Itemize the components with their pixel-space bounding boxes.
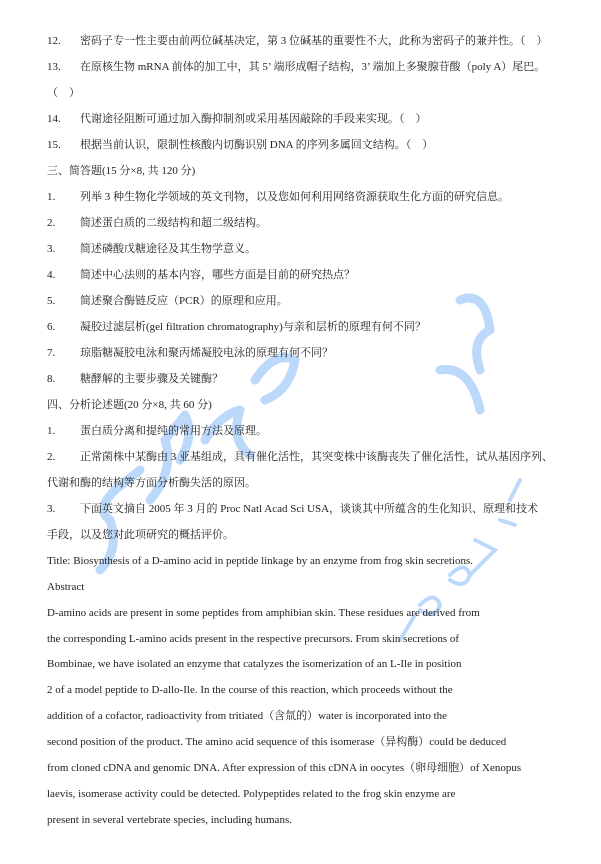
- item-number: 5.: [47, 295, 56, 307]
- short-q-8: [47, 372, 553, 386]
- item-text: 琼脂糖凝胶电泳和聚丙烯凝胶电泳的原理有何不同？: [80, 347, 333, 359]
- item-number: 8.: [47, 373, 56, 385]
- item-text: 下面英文摘自 2005 年 3 月的 Proc Natl Acad Sci USA，谈谈其中所蕴含的生化知识、原理和技术: [80, 503, 539, 515]
- judge-item-13-cont: （ ）: [47, 87, 80, 99]
- item-number: 13.: [47, 61, 61, 73]
- item-text: 密码子专一性主要由前两位碱基决定，第 3 位碱基的重要性不大，此称为密码子的兼并性。（ ）: [80, 35, 548, 47]
- item-number: 1.: [47, 191, 56, 203]
- item-text: 代谢途径阻断可通过加入酶抑制剂或采用基因敲除的手段来实现。（ ）: [80, 113, 427, 125]
- abstract-label: Abstract: [47, 581, 85, 593]
- essay-q-2-cont: 代谢和酶的结构等方面分析酶失活的原因。: [47, 477, 256, 489]
- essay-q-3: [47, 502, 553, 516]
- item-number: 1.: [47, 425, 56, 437]
- article-title: Title: Biosynthesis of a D-amino acid in peptide linkage by an enzyme from frog skin secretions.: [47, 555, 474, 567]
- abstract-line: D-amino acids are present in some peptides from amphibian skin. These residues are derived from: [47, 607, 480, 619]
- item-text: 在原核生物 mRNA 前体的加工中，其 5’ 端形成帽子结构，3’ 端加上多聚腺苷酸（poly A）尾巴。: [80, 61, 546, 73]
- item-text: 蛋白质分离和提纯的常用方法及原理。: [80, 425, 267, 437]
- judge-item-13: [47, 60, 553, 74]
- item-number: 6.: [47, 321, 56, 333]
- abstract-line: the corresponding L-amino acids present in the respective precursors. From skin secretions of: [47, 633, 460, 645]
- short-q-6: [47, 320, 553, 334]
- item-text: 简述蛋白质的二级结构和超二级结构。: [80, 217, 267, 229]
- item-text: 简述聚合酶链反应（PCR）的原理和应用。: [80, 295, 288, 307]
- essay-q-1: [47, 424, 553, 438]
- item-text: 列举 3 种生物化学领域的英文刊物，以及您如何利用网络资源获取生化方面的研究信息。: [80, 191, 509, 203]
- item-number: 2.: [47, 451, 56, 463]
- item-number: 14.: [47, 113, 61, 125]
- judge-item-12: [47, 34, 553, 48]
- abstract-line: Bombinae, we have isolated an enzyme that catalyzes the isomerization of an L-Ile in position: [47, 658, 462, 670]
- essay-q-3-cont: 手段，以及您对此项研究的概括评价。: [47, 529, 234, 541]
- abstract-line: from cloned cDNA and genomic DNA. After expression of this cDNA in oocytes（卵母细胞）of Xenopus: [47, 762, 522, 774]
- abstract-line: addition of a cofactor, radioactivity from tritiated（含氚的）water is incorporated into the: [47, 710, 448, 722]
- short-q-2: [47, 216, 553, 230]
- judge-item-15: [47, 138, 553, 152]
- short-q-1: [47, 190, 553, 204]
- item-number: 2.: [47, 217, 56, 229]
- item-number: 4.: [47, 269, 56, 281]
- item-number: 7.: [47, 347, 56, 359]
- item-text: 简述中心法则的基本内容，哪些方面是目前的研究热点？: [80, 269, 355, 281]
- section3-heading: 三、简答题(15 分×8, 共 120 分): [47, 165, 196, 177]
- section4-heading: 四、分析论述题(20 分×8, 共 60 分): [47, 399, 212, 411]
- judge-item-14: [47, 112, 553, 126]
- item-text: 简述磷酸戊糖途径及其生物学意义。: [80, 243, 256, 255]
- short-q-5: [47, 294, 553, 308]
- short-q-3: [47, 242, 553, 256]
- abstract-line: present in several vertebrate species, including humans.: [47, 814, 292, 826]
- item-number: 15.: [47, 139, 61, 151]
- item-number: 3.: [47, 243, 56, 255]
- item-text: 凝胶过滤层析(gel filtration chromatography)与亲和层析的原理有何不同？: [80, 321, 426, 333]
- item-text: 正常菌株中某酶由 3 亚基组成，具有催化活性，其突变株中该酶丧失了催化活性，试从基因序列、: [80, 451, 553, 463]
- item-text: 糖酵解的主要步骤及关键酶？: [80, 373, 223, 385]
- abstract-line: laevis, isomerase activity could be detected. Polypeptides related to the frog skin enzyme are: [47, 788, 456, 800]
- item-number: 12.: [47, 35, 61, 47]
- short-q-7: [47, 346, 553, 360]
- abstract-line: 2 of a model peptide to D-allo-Ile. In the course of this reaction, which proceeds without the: [47, 684, 453, 696]
- short-q-4: [47, 268, 553, 282]
- essay-q-2: [47, 450, 553, 464]
- item-number: 3.: [47, 503, 56, 515]
- abstract-line: second position of the product. The amino acid sequence of this isomerase（异构酶）could be deduced: [47, 736, 507, 748]
- item-text: 根据当前认识，限制性核酸内切酶识别 DNA 的序列多属回文结构。（ ）: [80, 139, 434, 151]
